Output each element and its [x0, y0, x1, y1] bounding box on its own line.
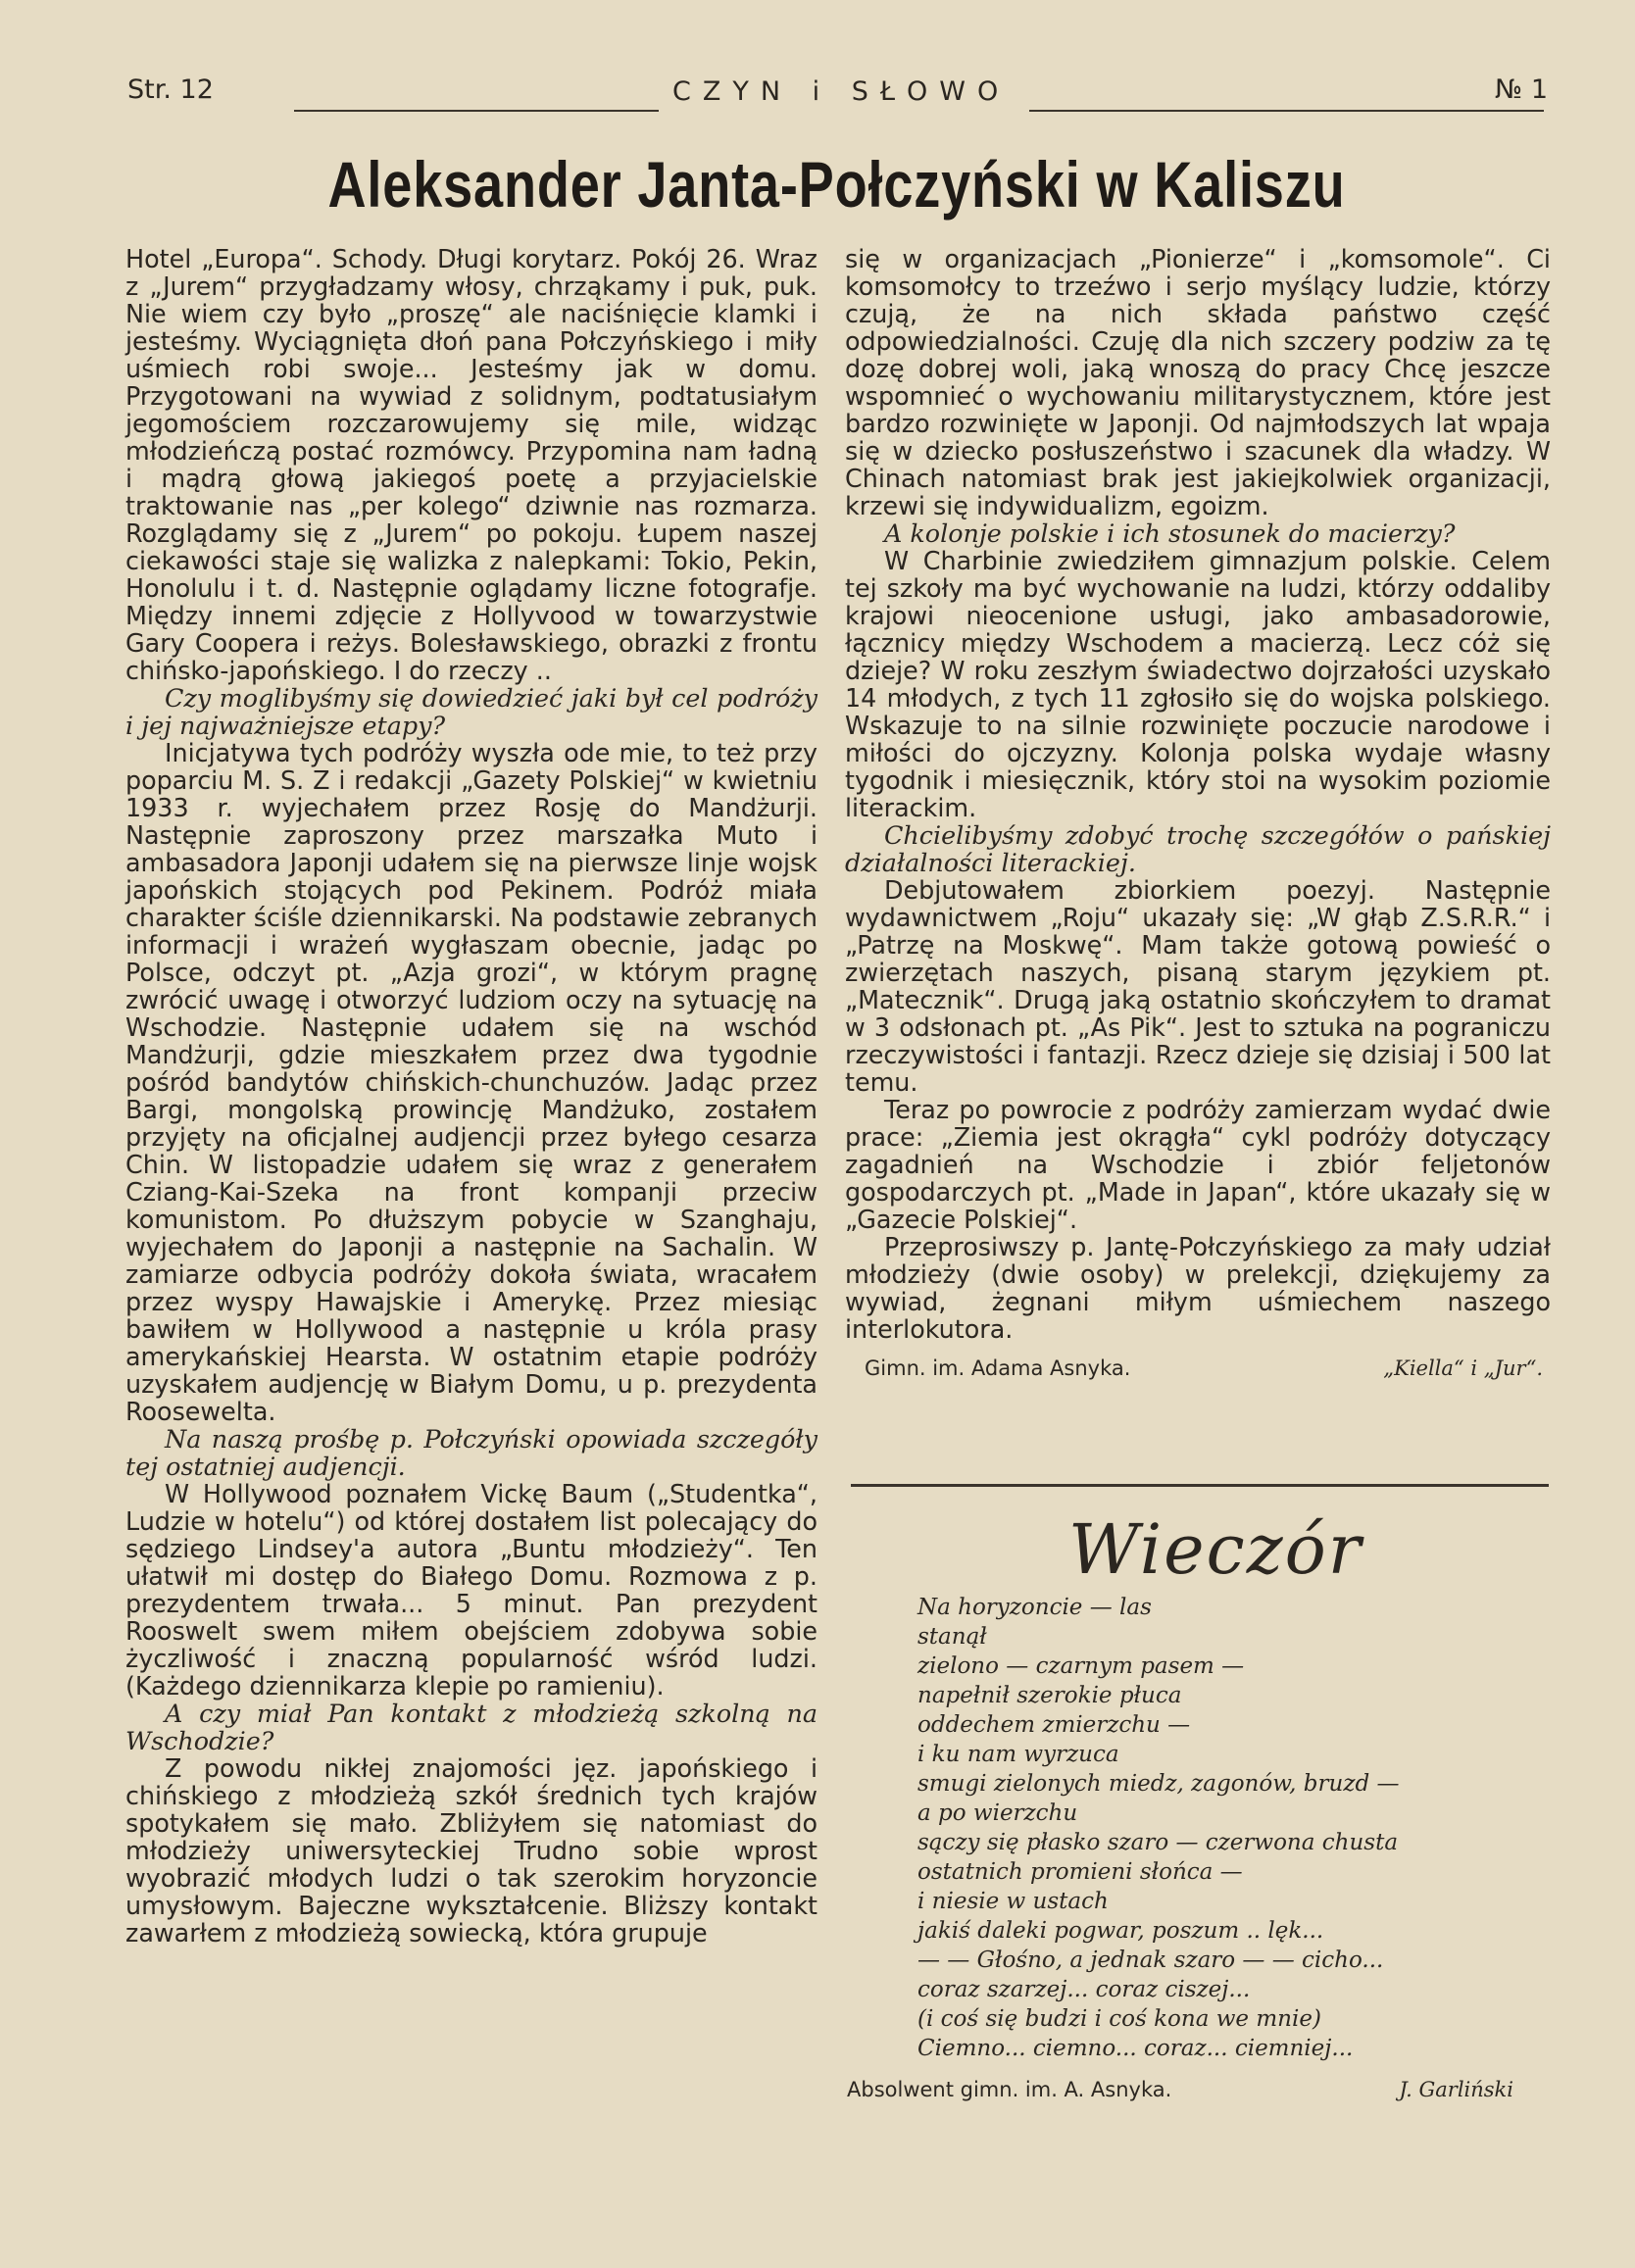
page-header	[124, 69, 1550, 116]
poem-line: oddechem zmierzchu —	[917, 1712, 1191, 1738]
article-paragraph: Teraz po powrocie z podróży zamierzam wydać dwie prace: „Ziemia jest okrągła“ cykl podróży dotyczący zagadnień na Wschodzie i zbiór feljetonów gospodarczych pt. „Made in Japan“, które ukazały się w „Gazecie Polskiej“.	[845, 1095, 1551, 1234]
poem-body	[917, 1593, 1399, 2063]
poem-signature-author: J. Garliński	[1399, 2078, 1513, 2101]
section-divider	[851, 1484, 1549, 1487]
interview-question: A kolonje polskie i ich stosunek do macierzy?	[884, 518, 1456, 548]
poem-line: i ku nam wyrzuca	[917, 1742, 1119, 1767]
poem-line: Na horyzoncie — las	[917, 1595, 1152, 1620]
journal-name: CZYN i SŁOWO	[672, 76, 1011, 107]
interview-question: Chcielibyśmy zdobyć trochę szczegółów o pańskiej działalności literackiej.	[845, 820, 1551, 877]
article-paragraph: Debjutowałem zbiorkiem poezyj. Następnie wydawnictwem „Roju“ ukazały się: „W głąb Z.S.R.R.“ i „Patrzę na Moskwę“. Mam także gotową powieść o zwierzętach naszych, pisaną starym językiem pt. „Matecznik“. Drugą jaką ostatnio skończyłem to dramat w 3 odsłonach pt. „As Pik“. Jest to sztuka na pograniczu rzeczywistości i fantazji. Rzecz dzieje się dzisiaj i 500 lat temu.	[845, 875, 1551, 1097]
article-paragraph: W Hollywood poznałem Vickę Baum („Studentka“, Ludzie w hotelu“) od której dostałem list polecający do sędziego Lindsey'a autora „Buntu młodzieży“. Ten ułatwił mi dostęp do Białego Domu. Rozmowa z p. prezydentem trwała... 5 minut. Pan prezydent Rooswelt swem miłem obejściem zdobywa sobie życzliwość i znaczną popularność wśród ludzi. (Każdego dziennikarza klepie po ramieniu).	[125, 1479, 818, 1701]
article-column-right	[845, 245, 1551, 1382]
poem-signature-school: Absolwent gimn. im. A. Asnyka.	[847, 2078, 1172, 2101]
interview-question: Na naszą prośbę p. Połczyński opowiada szczegóły tej ostatniej audjencji.	[125, 1424, 818, 1481]
article-paragraph: Hotel „Europa“. Schody. Długi korytarz. Pokój 26. Wraz z „Jurem“ przygładzamy włosy, chrząkamy i puk, puk. Nie wiem czy było „proszę“ ale naciśnięcie klamki i jesteśmy. Wyciągnięta dłoń pana Połczyńskiego i miły uśmiech robi swoje... Jesteśmy jak w domu. Przygotowani na wywiad z solidnym, podtatusiałym jegomościem rozczarowujemy się mile, widząc młodzieńczą postać rozmówcy. Przypomina nam ładną i mądrą głową jakiegoś poetę a przyjacielskie traktowanie nas „per kolego“ dziwnie nas rozmarza. Rozglądamy się z „Jurem“ po pokoju. Łupem naszej ciekawości staje się walizka z nalepkami: Tokio, Pekin, Honolulu i t. d. Następnie oglądamy liczne fotografje. Między innemi zdjęcie z Hollyvood w towarzystwie Gary Coopera i reżys. Bolesławskiego, obrazki z frontu chińsko-japońskiego. I do rzeczy ..	[125, 244, 818, 685]
page-number: Str. 12	[127, 74, 214, 105]
poem-line: (i coś się budzi i coś kona we mnie)	[917, 2006, 1321, 2032]
poem-title: Wieczór	[1068, 1509, 1363, 1590]
article-column-left	[125, 245, 818, 1947]
poem-line: i niesie w ustach	[917, 1889, 1109, 1914]
header-rule-right	[1029, 110, 1544, 112]
article-signature-school: Gimn. im. Adama Asnyka.	[865, 1356, 1131, 1380]
header-rule-left	[294, 110, 659, 112]
poem-line: ostatnich promieni słońca —	[917, 1859, 1243, 1885]
poem-signature	[847, 2078, 1513, 2101]
article-paragraph: Inicjatywa tych podróży wyszła ode mie, to też przy poparciu M. S. Z i redakcji „Gazety Polskiej“ w kwietniu 1933 r. wyjechałem przez Rosję do Mandżurji. Następnie zaproszony przez marszałka Muto i ambasadora Japonji udałem się na pierwsze linje wojsk japońskich stojących pod Pekinem. Podróż miała charakter ściśle dziennikarski. Na podstawie zebranych informacji i wrażeń wygłaszam obecnie, jadąc po Polsce, odczyt pt. „Azja grozi“, w którym pragnę zwrócić uwagę i otworzyć ludziom oczy na sytuację na Wschodzie. Następnie udałem się na wschód Mandżurji, gdzie mieszkałem przez dwa tygodnie pośród bandytów chińskich-chunchuzów. Jadąc przez Bargi, mongolską prowincję Mandżuko, zostałem przyjęty na oficjalnej audjencji przez byłego cesarza Chin. W listopadzie udałem się wraz z generałem Cziang-Kai-Szeka na front kompanji przeciw komunistom. Po dłuższym pobycie w Szanghaju, wyjechałem do Japonji a następnie na Sachalin. W zamiarze odbycia podróży dokoła świata, wracałem przez wyspy Hawajskie i Amerykę. Przez miesiąc bawiłem w Hollywood a następnie u króla prasy amerykańskiej Hearsta. W ostatnim etapie podróży uzyskałem audjencję w Białym Domu, u p. prezydenta Roosewelta.	[125, 738, 818, 1426]
poem-line: smugi zielonych miedz, zagonów, bruzd —	[917, 1771, 1400, 1797]
interview-question: Czy moglibyśmy się dowiedzieć jaki był cel podróży i jej najważniejsze etapy?	[125, 683, 818, 740]
poem-line: napełnił szerokie płuca	[917, 1683, 1182, 1708]
article-signature-authors: „Kiella“ i „Jur“.	[1383, 1356, 1543, 1380]
poem-line: stanął	[917, 1624, 987, 1650]
poem-line: Ciemno... ciemno... coraz... ciemniej...	[917, 2036, 1354, 2061]
article-paragraph: Przeprosiwszy p. Jantę-Połczyńskiego za mały udział młodzieży (dwie osoby) w prelekcji, dziękujemy za wywiad, żegnani miłym uśmiechem naszego interlokutora.	[845, 1232, 1551, 1344]
poem-line: — — Głośno, a jednak szaro — — cicho...	[917, 1948, 1384, 1973]
article-paragraph: W Charbinie zwiedziłem gimnazjum polskie. Celem tej szkoły ma być wychowanie na ludzi, którzy oddaliby krajowi nieocenione usługi, jako ambasadorowie, łącznicy między Wschodem a macierzą. Lecz cóż się dzieje? W roku zeszłym świadectwo dojrzałości uzyskało 14 młodych, z tych 11 zgłosiło się do wojska polskiego. Wskazuje to na silnie rozwinięte poczucie narodowe i miłości do ojczyzny. Kolonja polska wydaje własny tygodnik i miesięcznik, który stoi na wysokim poziomie literackim.	[845, 546, 1551, 822]
issue-number: № 1	[1495, 74, 1548, 105]
article-title: Aleksander Janta-Połczyński w Kaliszu	[327, 148, 1346, 221]
article-paragraph: Z powodu nikłej znajomości jęz. japońskiego i chińskiego z młodzieżą szkół średnich tych krajów spotykałem się mało. Zbliżyłem się natomiast do młodzieży uniwersyteckiej Trudno sobie wprost wyobrazić młodych ludzi o tak szerokim horyzoncie umysłowym. Bajeczne wykształcenie. Bliższy kontakt zawarłem z młodzieżą sowiecką, która grupuje	[125, 1753, 818, 1948]
poem-line: zielono — czarnym pasem —	[917, 1653, 1245, 1679]
poem-line: sączy się płasko szaro — czerwona chusta	[917, 1830, 1399, 1855]
poem-line: jakiś daleki pogwar, poszum .. lęk...	[917, 1918, 1324, 1944]
interview-question: A czy miał Pan kontakt z młodzieżą szkolną na Wschodzie?	[125, 1699, 818, 1755]
poem-line: coraz szarzej... coraz ciszej...	[917, 1977, 1251, 2002]
article-paragraph: się w organizacjach „Pionierze“ i „komsomole“. Ci komsomołcy to trzeźwo i serjo myślący ludzie, którzy czują, że na nich składa państwo część odpowiedzialności. Czuję dla nich szczery podziw za tę dozę dobrej woli, jaką wnoszą do pracy Chcę jeszcze wspomnieć o wychowaniu militarystycznem, które jest bardzo rozwinięte w Japonji. Od najmłodszych lat wpaja się w dziecko posłuszeństwo i szacunek dla władzy. W Chinach natomiast brak jest jakiejkolwiek organizacji, krzewi się indywidualizm, egoizm.	[845, 244, 1551, 520]
poem-line: a po wierzchu	[917, 1800, 1078, 1826]
article-signature	[845, 1355, 1551, 1382]
